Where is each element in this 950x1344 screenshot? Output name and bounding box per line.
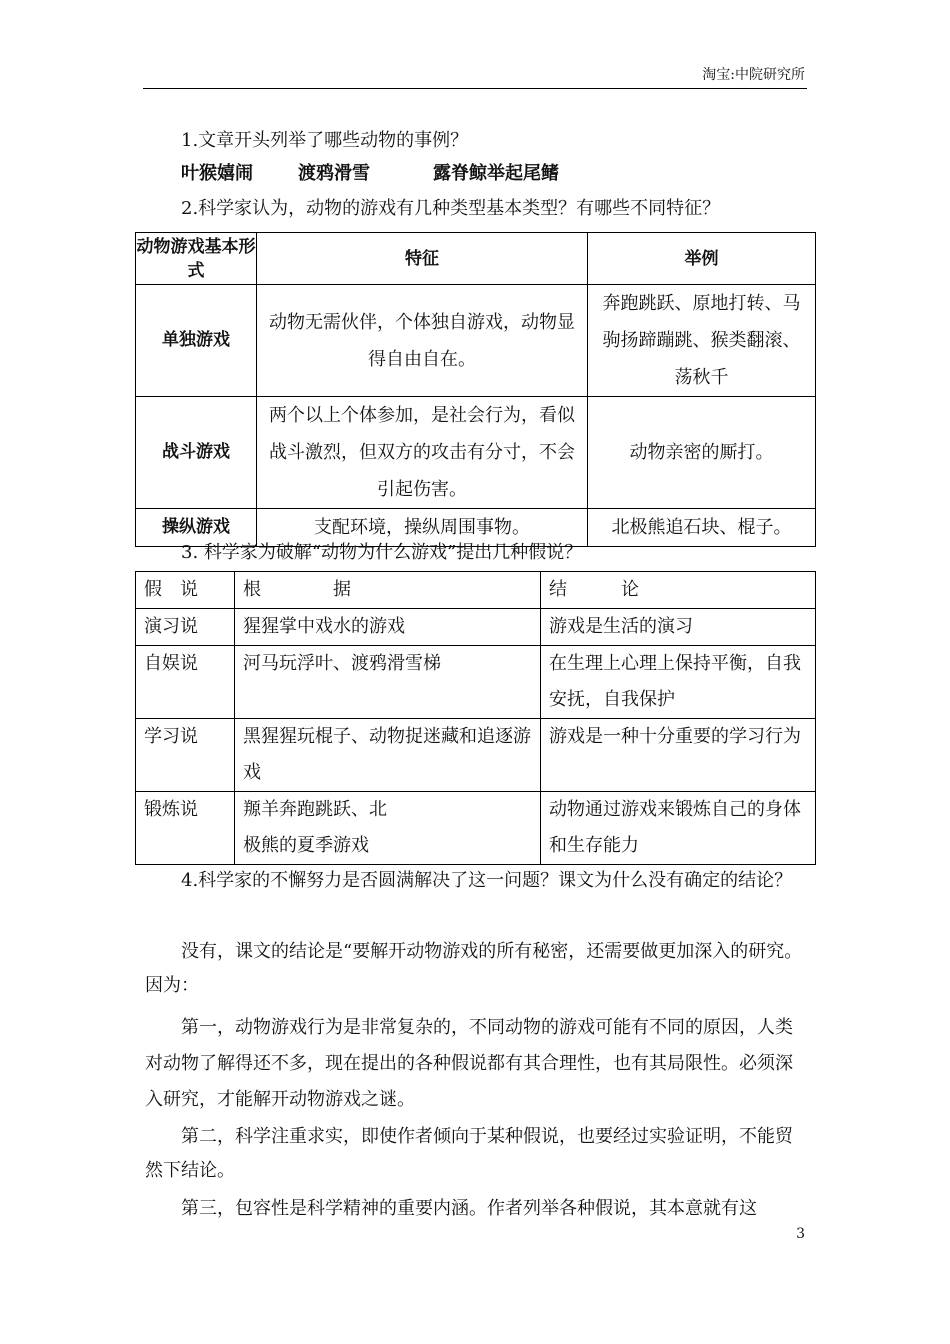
- basis-cell: 黑猩猩玩棍子、动物捉迷藏和追逐游戏: [235, 719, 541, 792]
- header-cell: 动物游戏基本形式: [136, 233, 257, 285]
- table-row: [136, 609, 816, 646]
- point-2: 第二，科学注重求实，即使作者倾向于某种假说，也要经过实验证明，不能贸然下结论。: [145, 1126, 793, 1181]
- header-cell: 特征: [257, 233, 588, 285]
- hypothesis-table: [135, 571, 816, 865]
- basis-cell: 河马玩浮叶、渡鸦滑雪梯: [235, 646, 541, 719]
- question-4: 4.科学家的不懈努力是否圆满解决了这一问题？课文为什么没有确定的结论？: [181, 870, 793, 891]
- conclusion-cell: 动物通过游戏来锻炼自己的身体和生存能力: [541, 792, 816, 865]
- example-cell: 奔跑跳跃、原地打转、马驹扬蹄蹦跳、猴类翻滚、荡秋千: [588, 285, 816, 397]
- hypothesis-cell: 自娱说: [136, 646, 235, 719]
- point-3: 第三，包容性是科学精神的重要内涵。作者列举各种假说，其本意就有这: [181, 1198, 757, 1219]
- table-row: [136, 285, 816, 397]
- basis-cell: 羱羊奔跑跳跃、北极熊的夏季游戏: [235, 792, 541, 865]
- table-row: [136, 792, 816, 865]
- header-cell: 根 据: [235, 572, 541, 609]
- type-cell: 单独游戏: [136, 285, 257, 397]
- question-1-answer: [181, 157, 807, 191]
- feature-cell: 支配环境，操纵周围事物。: [257, 509, 588, 547]
- question-2: 2.科学家认为，动物的游戏有几种类型基本类型？有哪些不同特征？: [181, 198, 721, 219]
- table-row: [136, 646, 816, 719]
- example-2: 渡鸦滑雪: [298, 163, 370, 184]
- table-header-row: [136, 572, 816, 609]
- header-cell: 举例: [588, 233, 816, 285]
- conclusion-cell: 游戏是生活的演习: [541, 609, 816, 646]
- table-row: [136, 719, 816, 792]
- answer-4: 没有，课文的结论是“要解开动物游戏的所有秘密，还需要做更加深入的研究。因为：: [145, 941, 803, 996]
- header-rule: [143, 88, 807, 89]
- page-number: 3: [796, 1226, 805, 1242]
- header-text: 淘宝:中院研究所: [702, 67, 805, 83]
- point-1: 第一，动物游戏行为是非常复杂的，不同动物的游戏可能有不同的原因，人类对动物了解得还不多，现在提出的各种假说都有其合理性，也有其局限性。必须深入研究，才能解开动物游戏之谜。: [145, 1017, 793, 1110]
- example-1: 叶猴嬉闹: [181, 163, 253, 184]
- question-3: 3. 科学家为破解“动物为什么游戏”提出几种假说？: [181, 542, 583, 563]
- type-cell: 战斗游戏: [136, 397, 257, 509]
- table-row: [136, 397, 816, 509]
- type-cell: 操纵游戏: [136, 509, 257, 547]
- conclusion-cell: 在生理上心理上保持平衡，自我安抚，自我保护: [541, 646, 816, 719]
- question-1: 1.文章开头列举了哪些动物的事例？: [181, 130, 469, 151]
- header-cell: 结 论: [541, 572, 816, 609]
- feature-cell: 两个以上个体参加，是社会行为，看似战斗激烈，但双方的攻击有分寸，不会引起伤害。: [257, 397, 588, 509]
- example-3: 露脊鲸举起尾鳍: [433, 163, 559, 184]
- game-types-table: [135, 232, 816, 547]
- example-cell: 动物亲密的厮打。: [588, 397, 816, 509]
- feature-cell: 动物无需伙伴，个体独自游戏，动物显得自由自在。: [257, 285, 588, 397]
- hypothesis-cell: 学习说: [136, 719, 235, 792]
- table-header-row: [136, 233, 816, 285]
- basis-cell: 猩猩掌中戏水的游戏: [235, 609, 541, 646]
- conclusion-cell: 游戏是一种十分重要的学习行为: [541, 719, 816, 792]
- hypothesis-cell: 演习说: [136, 609, 235, 646]
- hypothesis-cell: 锻炼说: [136, 792, 235, 865]
- example-cell: 北极熊追石块、棍子。: [588, 509, 816, 547]
- header-cell: 假 说: [136, 572, 235, 609]
